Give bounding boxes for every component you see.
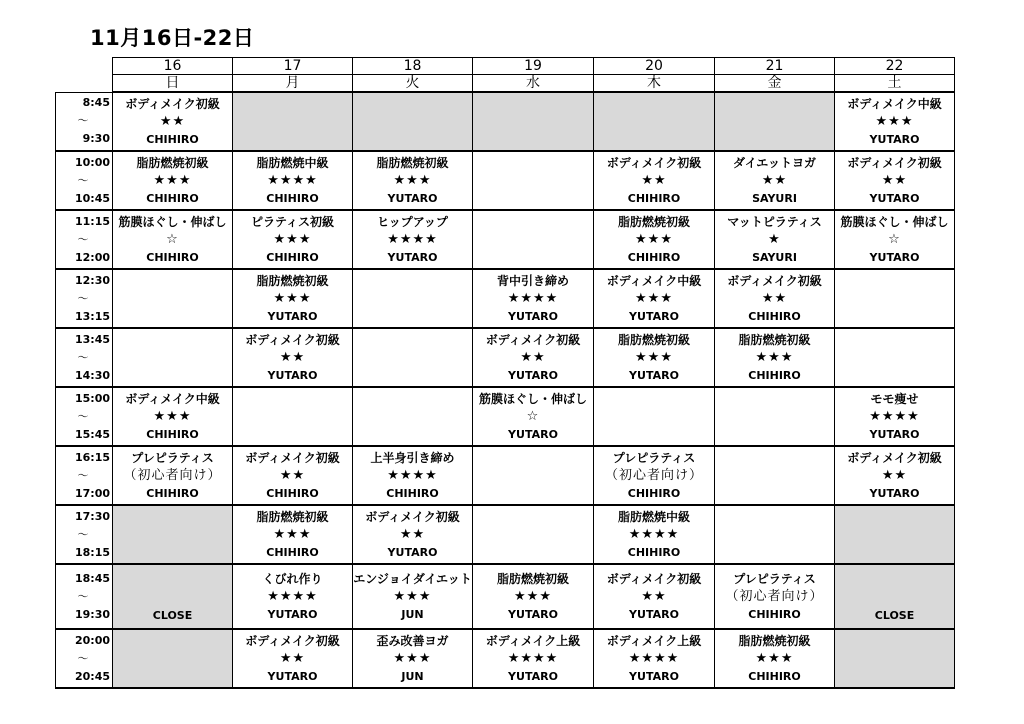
instructor-name: CHIHIRO — [146, 191, 199, 205]
class-name: プレピラティス — [612, 450, 696, 465]
instructor-name: CHIHIRO — [748, 669, 801, 683]
time-sep: ～ — [77, 291, 89, 305]
class-slot[interactable] — [233, 629, 353, 688]
weekday-header: 月 — [233, 75, 353, 93]
class-slot[interactable] — [473, 269, 594, 328]
class-name: ピラティス初級 — [250, 214, 335, 229]
empty-slot — [715, 446, 835, 505]
empty-slot — [233, 387, 353, 446]
time-row — [56, 328, 955, 387]
weekday-header: 日 — [113, 75, 233, 93]
difficulty-stars: ★★ — [399, 526, 426, 542]
time-end: 14:30 — [74, 368, 110, 382]
class-name: モモ痩せ — [870, 391, 919, 406]
class-slot[interactable] — [594, 505, 715, 564]
time-sep: ～ — [77, 589, 89, 603]
difficulty-stars: ★★★★ — [387, 467, 438, 483]
difficulty-stars: ★★★ — [273, 231, 312, 247]
class-slot[interactable] — [835, 210, 955, 269]
class-name: ボディメイク初級 — [245, 332, 340, 347]
date-header: 18 — [353, 58, 473, 75]
time-start: 12:30 — [74, 273, 110, 287]
time-row — [56, 269, 955, 328]
time-row — [56, 210, 955, 269]
difficulty-stars: ★★★★ — [267, 172, 318, 188]
difficulty-stars: ★★★★ — [267, 588, 318, 604]
time-row — [56, 446, 955, 505]
class-slot[interactable] — [113, 151, 233, 210]
time-row — [56, 505, 955, 564]
class-name: ボディメイク初級 — [606, 571, 702, 586]
difficulty-stars: ★★★ — [635, 290, 673, 306]
time-cell — [56, 564, 113, 629]
class-slot[interactable] — [233, 505, 353, 564]
instructor-name: YUTARO — [869, 427, 920, 441]
corner-cell — [56, 58, 113, 75]
class-name: ボディメイク初級 — [485, 332, 581, 347]
time-end: 10:45 — [74, 191, 110, 205]
difficulty-stars: ☆ — [166, 231, 179, 247]
class-name: 上半身引き締め — [370, 450, 455, 465]
class-slot[interactable] — [835, 446, 955, 505]
class-name: 筋膜ほぐし・伸ばし — [118, 214, 227, 229]
date-header: 22 — [835, 58, 955, 75]
time-sep: ～ — [77, 232, 89, 246]
empty-slot — [353, 269, 473, 328]
class-name: ボディメイク初級 — [125, 96, 220, 111]
class-slot[interactable] — [113, 210, 233, 269]
difficulty-stars: ★★ — [761, 290, 788, 306]
time-row — [56, 387, 955, 446]
difficulty-stars: ★★★ — [273, 290, 312, 306]
instructor-name: CHIHIRO — [146, 250, 199, 264]
time-sep: ～ — [77, 114, 89, 128]
time-start: 8:45 — [82, 96, 110, 110]
time-start: 20:00 — [74, 633, 110, 647]
empty-slot — [835, 269, 955, 328]
weekday-header: 火 — [353, 75, 473, 93]
schedule-table — [55, 57, 955, 689]
difficulty-stars: ★★ — [641, 588, 667, 604]
difficulty-stars: ★★ — [279, 467, 306, 483]
class-slot[interactable] — [233, 564, 353, 629]
difficulty-stars: （初心者向け） — [604, 467, 703, 483]
time-start: 17:30 — [74, 509, 110, 523]
time-cell — [56, 629, 113, 688]
empty-slot — [715, 505, 835, 564]
difficulty-stars: ★★ — [641, 172, 667, 188]
class-name: 脂肪燃焼初級 — [617, 214, 690, 229]
class-name: 歪み改善ヨガ — [376, 633, 449, 648]
class-slot[interactable] — [473, 629, 594, 688]
difficulty-stars: ★★ — [520, 349, 546, 365]
class-name: 脂肪燃焼初級 — [496, 571, 569, 586]
closed-slot — [233, 92, 353, 151]
time-cell — [56, 151, 113, 210]
class-slot[interactable] — [233, 328, 353, 387]
class-name: 筋膜ほぐし・伸ばし — [840, 214, 949, 229]
difficulty-stars: ★★ — [279, 349, 306, 365]
class-slot[interactable] — [715, 269, 835, 328]
time-end: 12:00 — [74, 250, 110, 264]
class-slot[interactable] — [594, 629, 715, 688]
class-name: ボディメイク初級 — [245, 450, 340, 465]
empty-slot — [473, 151, 594, 210]
instructor-name: CHIHIRO — [146, 132, 199, 146]
class-slot[interactable] — [835, 387, 955, 446]
class-slot[interactable] — [113, 387, 233, 446]
instructor-name: YUTARO — [387, 191, 438, 205]
class-slot[interactable] — [594, 151, 715, 210]
instructor-name: YUTARO — [629, 309, 679, 323]
class-slot[interactable] — [473, 387, 594, 446]
class-name: 脂肪燃焼初級 — [136, 155, 209, 170]
difficulty-stars: ★★★ — [875, 113, 914, 129]
closed-slot — [835, 629, 955, 688]
class-name: 脂肪燃焼中級 — [256, 155, 329, 170]
time-start: 15:00 — [74, 391, 110, 405]
instructor-name: YUTARO — [869, 191, 920, 205]
time-start: 16:15 — [74, 450, 110, 464]
instructor-name: CHIHIRO — [748, 368, 801, 382]
closed-slot — [594, 92, 715, 151]
time-sep: ～ — [77, 409, 89, 423]
class-slot[interactable] — [835, 151, 955, 210]
class-name: ボディメイク中級 — [606, 273, 702, 288]
class-slot[interactable] — [233, 210, 353, 269]
difficulty-stars: ★★★ — [393, 650, 432, 666]
difficulty-stars: ★★ — [159, 113, 186, 129]
class-slot[interactable] — [594, 269, 715, 328]
instructor-name: CHIHIRO — [146, 427, 199, 441]
date-header: 21 — [715, 58, 835, 75]
instructor-name: YUTARO — [629, 669, 679, 683]
difficulty-stars: ★★ — [881, 172, 908, 188]
instructor-name: YUTARO — [508, 309, 558, 323]
difficulty-stars: ★★★★ — [507, 290, 559, 306]
instructor-name: CHIHIRO — [627, 250, 681, 264]
class-name: プレピラティス — [733, 571, 816, 586]
instructor-name: SAYURI — [752, 191, 797, 205]
time-start: 18:45 — [74, 571, 110, 585]
close-label: CLOSE — [152, 609, 193, 622]
instructor-name: YUTARO — [267, 309, 318, 323]
difficulty-stars: ★★★★ — [507, 650, 559, 666]
difficulty-stars: ★★★ — [635, 349, 673, 365]
class-slot[interactable] — [594, 446, 715, 505]
class-slot[interactable] — [594, 564, 715, 629]
class-slot[interactable] — [473, 564, 594, 629]
instructor-name: JUN — [401, 607, 424, 621]
difficulty-stars: ★★★ — [393, 588, 432, 604]
instructor-name: YUTARO — [508, 669, 558, 683]
instructor-name: CHIHIRO — [146, 486, 199, 500]
class-slot[interactable] — [715, 210, 835, 269]
instructor-name: YUTARO — [387, 250, 438, 264]
closed-slot — [715, 92, 835, 151]
class-name: 脂肪燃焼中級 — [617, 509, 690, 524]
time-sep: ～ — [77, 173, 89, 187]
class-slot[interactable] — [113, 92, 233, 151]
difficulty-stars: ★★★★ — [869, 408, 920, 424]
instructor-name: YUTARO — [387, 545, 438, 559]
closed-slot — [113, 564, 233, 629]
time-row — [56, 151, 955, 210]
time-end: 18:15 — [74, 545, 110, 559]
weekday-header: 金 — [715, 75, 835, 93]
class-name: ボディメイク初級 — [365, 509, 460, 524]
difficulty-stars: ★★★★ — [387, 231, 438, 247]
empty-slot — [473, 446, 594, 505]
instructor-name: YUTARO — [629, 607, 679, 621]
time-cell — [56, 269, 113, 328]
time-cell — [56, 446, 113, 505]
time-end: 17:00 — [74, 486, 110, 500]
weekday-header: 土 — [835, 75, 955, 93]
instructor-name: CHIHIRO — [266, 545, 319, 559]
class-name: 脂肪燃焼初級 — [256, 509, 329, 524]
class-name: ダイエットヨガ — [732, 155, 817, 170]
instructor-name: YUTARO — [869, 486, 920, 500]
difficulty-stars: ★★★★ — [628, 526, 680, 542]
instructor-name: YUTARO — [267, 368, 318, 382]
class-name: 脂肪燃焼初級 — [256, 273, 329, 288]
closed-slot — [473, 92, 594, 151]
class-slot[interactable] — [715, 328, 835, 387]
class-name: 背中引き締め — [496, 273, 569, 288]
time-start: 13:45 — [74, 332, 110, 346]
instructor-name: YUTARO — [508, 368, 558, 382]
time-sep: ～ — [77, 468, 89, 482]
instructor-name: CHIHIRO — [266, 191, 319, 205]
class-name: くびれ作り — [262, 571, 323, 586]
instructor-name: YUTARO — [629, 368, 679, 382]
instructor-name: CHIHIRO — [627, 486, 681, 500]
difficulty-stars: ★★★ — [273, 526, 312, 542]
class-slot[interactable] — [353, 505, 473, 564]
date-header: 20 — [594, 58, 715, 75]
date-header: 17 — [233, 58, 353, 75]
class-slot[interactable] — [715, 564, 835, 629]
class-name: 脂肪燃焼初級 — [376, 155, 449, 170]
empty-slot — [113, 328, 233, 387]
class-name: ボディメイク初級 — [606, 155, 702, 170]
difficulty-stars: ★★★ — [153, 172, 192, 188]
instructor-name: YUTARO — [508, 427, 558, 441]
class-name: 筋膜ほぐし・伸ばし — [478, 391, 587, 406]
empty-slot — [353, 387, 473, 446]
difficulty-stars: ★★★ — [755, 650, 794, 666]
difficulty-stars: ★★★ — [514, 588, 552, 604]
difficulty-stars: ★★★ — [153, 408, 192, 424]
class-slot[interactable] — [835, 92, 955, 151]
weekday-header: 水 — [473, 75, 594, 93]
class-slot[interactable] — [473, 328, 594, 387]
time-end: 9:30 — [82, 132, 110, 146]
time-end: 19:30 — [74, 607, 110, 621]
empty-slot — [113, 269, 233, 328]
class-slot[interactable] — [353, 151, 473, 210]
instructor-name: CHIHIRO — [266, 250, 319, 264]
class-slot[interactable] — [353, 210, 473, 269]
time-sep: ～ — [77, 651, 89, 665]
time-cell — [56, 505, 113, 564]
time-row — [56, 629, 955, 688]
time-row — [56, 564, 955, 629]
instructor-name: CHIHIRO — [386, 486, 439, 500]
difficulty-stars: ★★★ — [755, 349, 794, 365]
class-name: ヒップアップ — [377, 214, 448, 229]
class-name: 脂肪燃焼初級 — [738, 633, 811, 648]
empty-slot — [473, 210, 594, 269]
empty-slot — [473, 505, 594, 564]
time-end: 15:45 — [74, 427, 110, 441]
class-slot[interactable] — [715, 629, 835, 688]
instructor-name: SAYURI — [752, 250, 797, 264]
class-name: ボディメイク中級 — [847, 96, 942, 111]
class-slot[interactable] — [233, 151, 353, 210]
instructor-name: CHIHIRO — [627, 191, 681, 205]
time-cell — [56, 92, 113, 151]
instructor-name: YUTARO — [869, 250, 920, 264]
difficulty-stars: ★★★ — [635, 231, 673, 247]
difficulty-stars: ★★ — [279, 650, 306, 666]
instructor-name: YUTARO — [267, 669, 318, 683]
closed-slot — [835, 505, 955, 564]
class-name: ボディメイク上級 — [606, 633, 702, 648]
class-name: ボディメイク初級 — [847, 450, 942, 465]
class-slot[interactable] — [715, 151, 835, 210]
empty-slot — [715, 387, 835, 446]
time-cell — [56, 210, 113, 269]
class-name: 脂肪燃焼初級 — [617, 332, 690, 347]
closed-slot — [113, 505, 233, 564]
corner-cell — [56, 75, 113, 93]
difficulty-stars: ★★ — [761, 172, 788, 188]
class-name: ボディメイク初級 — [245, 633, 340, 648]
class-name: ボディメイク初級 — [847, 155, 942, 170]
class-slot[interactable] — [594, 210, 715, 269]
empty-slot — [353, 328, 473, 387]
class-name: マットピラティス — [727, 214, 822, 229]
instructor-name: JUN — [401, 669, 424, 683]
instructor-name: YUTARO — [869, 132, 920, 146]
instructor-name: YUTARO — [267, 607, 318, 621]
closed-slot — [835, 564, 955, 629]
difficulty-stars: ☆ — [888, 231, 901, 247]
instructor-name: CHIHIRO — [627, 545, 681, 559]
instructor-name: YUTARO — [508, 607, 558, 621]
closed-slot — [113, 629, 233, 688]
time-start: 10:00 — [74, 155, 110, 169]
time-cell — [56, 387, 113, 446]
empty-slot — [594, 387, 715, 446]
time-sep: ～ — [77, 527, 89, 541]
instructor-name: CHIHIRO — [748, 309, 801, 323]
difficulty-stars: ★★★★ — [628, 650, 680, 666]
class-slot[interactable] — [113, 446, 233, 505]
class-name: 脂肪燃焼初級 — [738, 332, 811, 347]
page-title: 11月16日-22日 — [90, 26, 255, 50]
time-sep: ～ — [77, 350, 89, 364]
instructor-name: CHIHIRO — [748, 607, 801, 621]
date-header: 19 — [473, 58, 594, 75]
class-slot[interactable] — [353, 564, 473, 629]
class-slot[interactable] — [353, 446, 473, 505]
closed-slot — [353, 92, 473, 151]
difficulty-stars: ☆ — [526, 408, 540, 424]
class-slot[interactable] — [233, 269, 353, 328]
difficulty-stars: （初心者向け） — [123, 467, 222, 483]
close-label: CLOSE — [874, 609, 915, 622]
class-name: ボディメイク中級 — [125, 391, 220, 406]
class-name: ボディメイク上級 — [485, 633, 581, 648]
class-slot[interactable] — [353, 629, 473, 688]
time-cell — [56, 328, 113, 387]
class-name: エンジョイダイエット — [353, 571, 472, 586]
difficulty-stars: ★★★ — [393, 172, 432, 188]
class-slot[interactable] — [233, 446, 353, 505]
time-start: 11:15 — [74, 214, 110, 228]
time-end: 20:45 — [74, 669, 110, 683]
class-name: プレピラティス — [131, 450, 214, 465]
time-end: 13:15 — [74, 309, 110, 323]
class-slot[interactable] — [594, 328, 715, 387]
instructor-name: CHIHIRO — [266, 486, 319, 500]
difficulty-stars: ★ — [768, 231, 781, 247]
difficulty-stars: ★★ — [881, 467, 908, 483]
difficulty-stars: （初心者向け） — [725, 588, 824, 604]
empty-slot — [835, 328, 955, 387]
date-header: 16 — [113, 58, 233, 75]
time-row — [56, 92, 955, 151]
class-name: ボディメイク初級 — [727, 273, 822, 288]
weekday-header: 木 — [594, 75, 715, 93]
